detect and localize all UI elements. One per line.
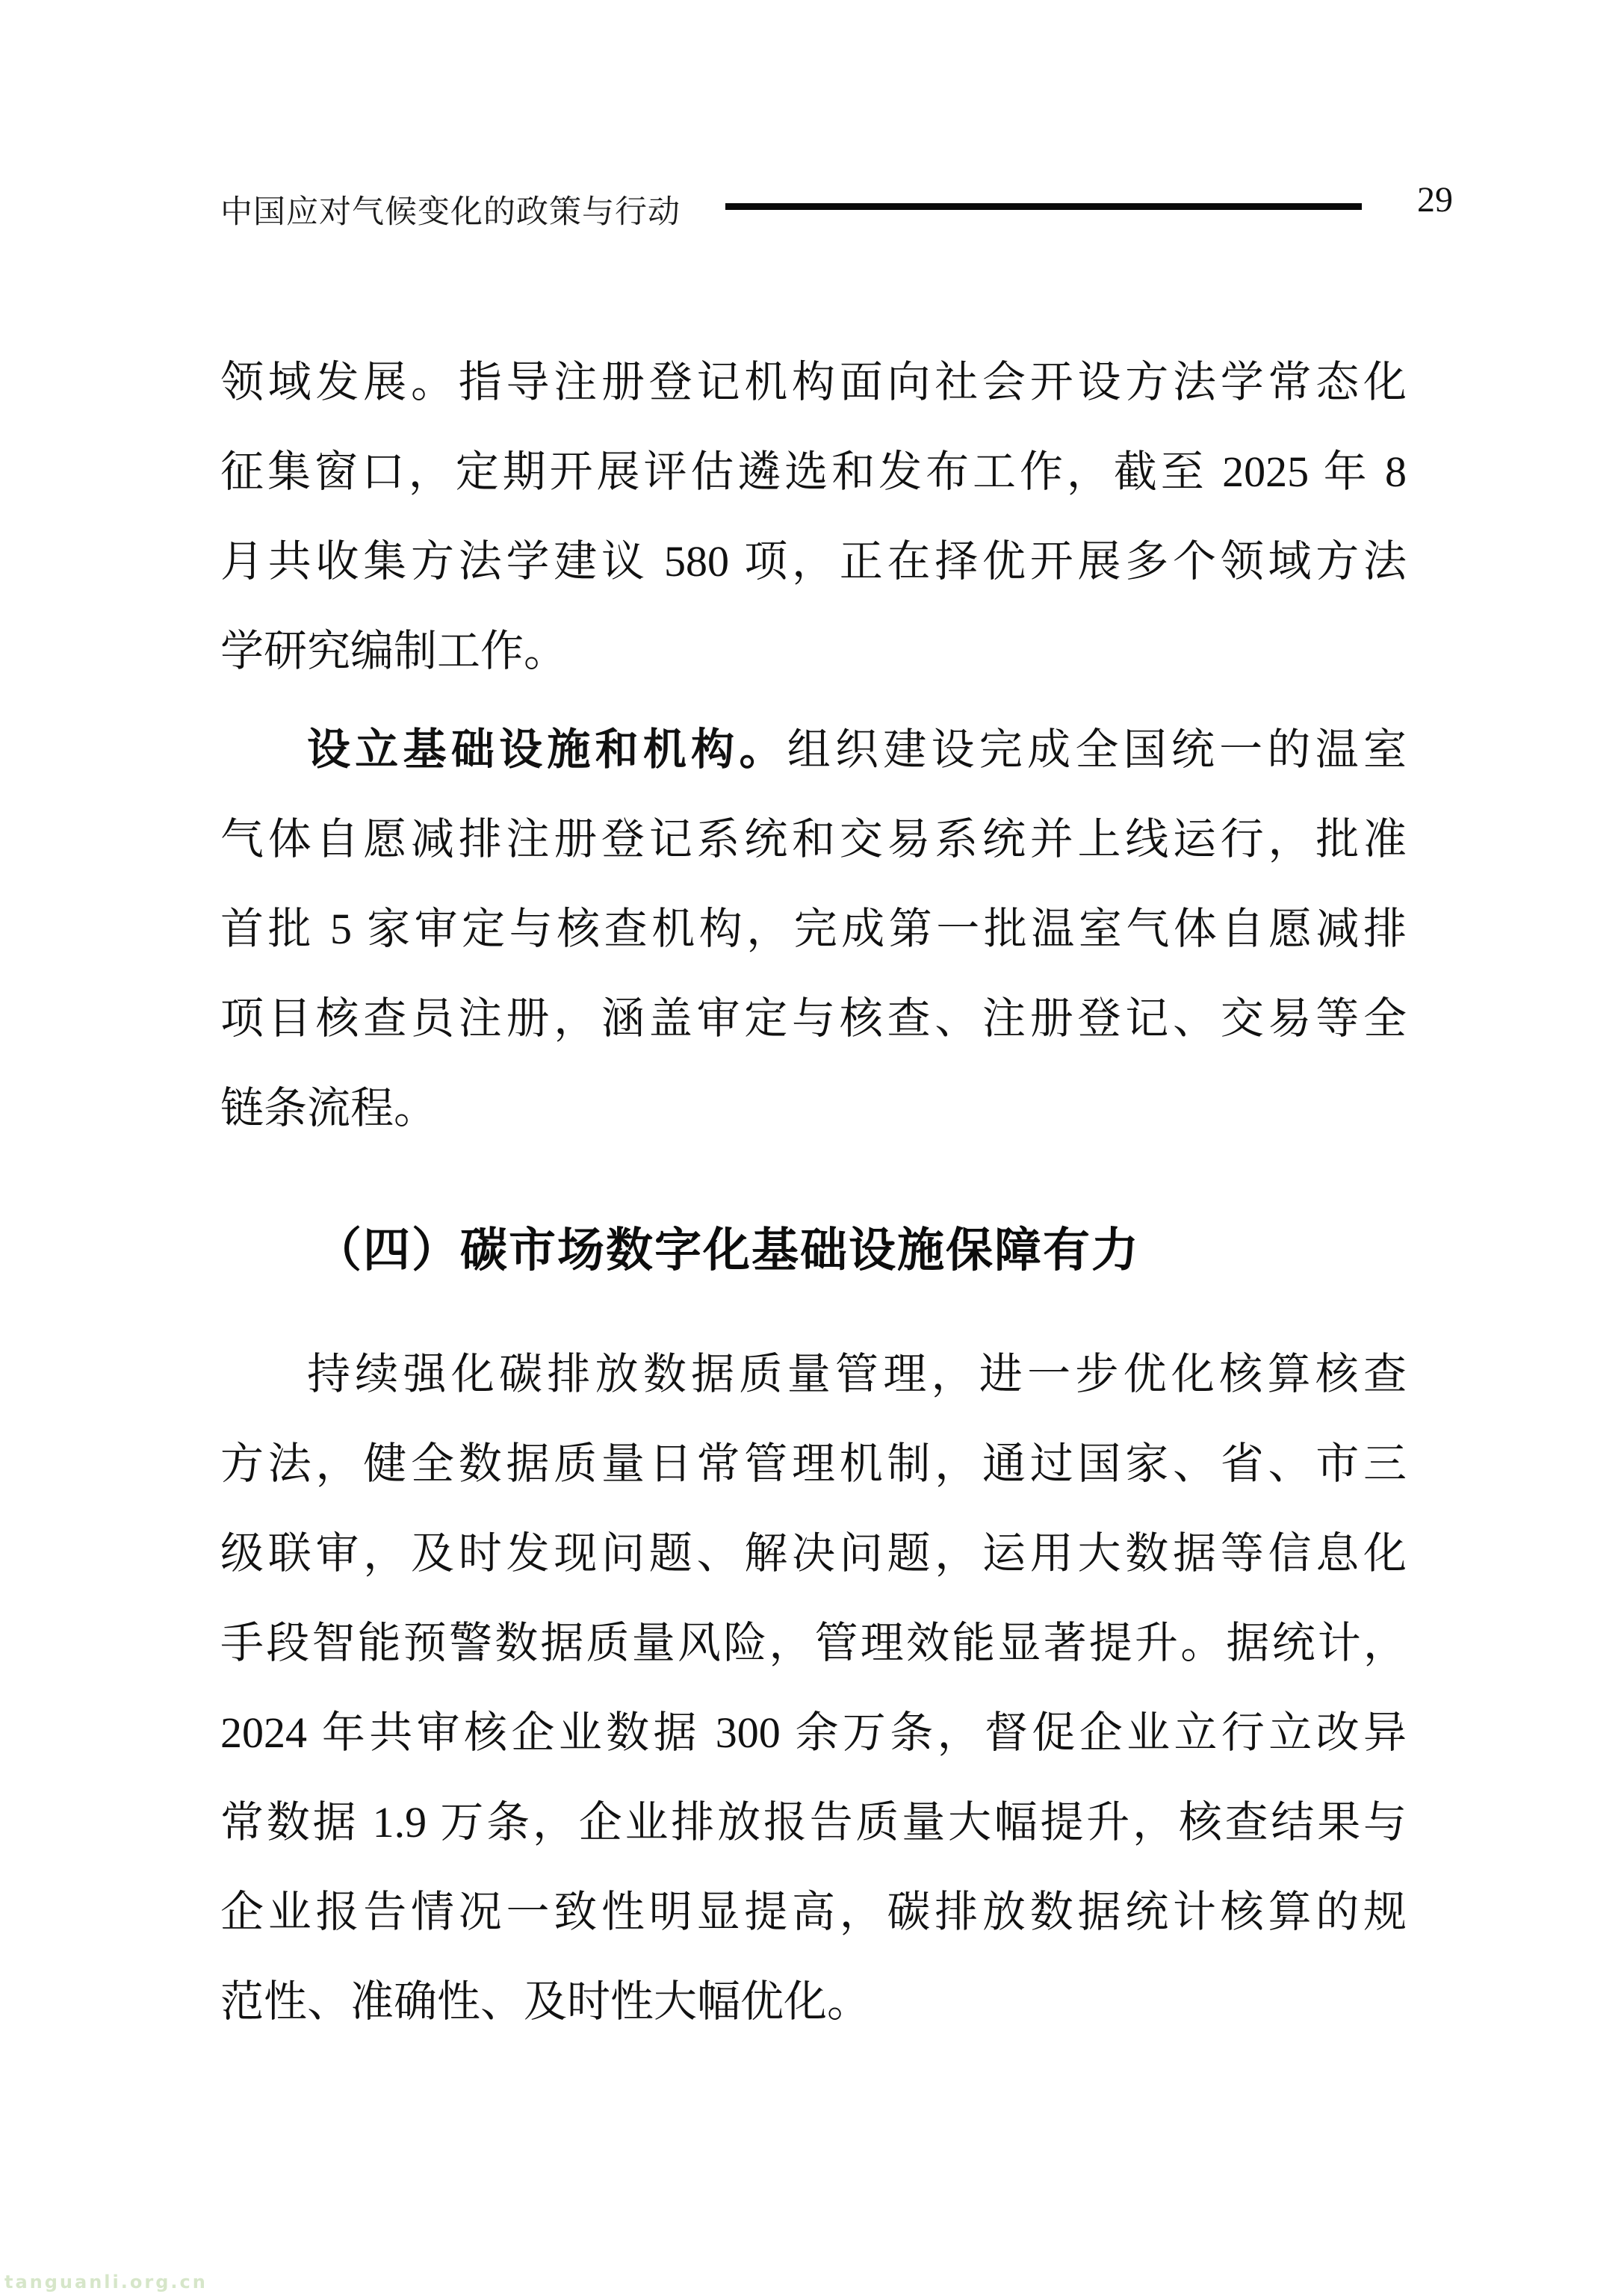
text-line: 月共收集方法学建议 580 项，正在择优开展多个领域方法 <box>220 537 1407 586</box>
paragraph-lead-bold: 设立基础设施和机构。 <box>307 725 787 774</box>
document-body <box>220 338 1407 2056</box>
text-line: 征集窗口，定期开展评估遴选和发布工作，截至 2025 年 8 <box>220 447 1407 496</box>
text-line: 级联审，及时发现问题、解决问题，运用大数据等信息化 <box>220 1529 1407 1578</box>
text-line: 方法，健全数据质量日常管理机制，通过国家、省、市三 <box>220 1439 1407 1488</box>
text-line: 链条流程。 <box>220 1084 438 1132</box>
text-line: 气体自愿减排注册登记系统和交易系统并上线运行，批准 <box>220 815 1407 864</box>
text-line: 首批 5 家审定与核查机构，完成第一批温室气体自愿减排 <box>220 905 1407 953</box>
paragraph-1 <box>220 338 1407 696</box>
text-line: 项目核查员注册，涵盖审定与核查、注册登记、交易等全 <box>220 994 1407 1043</box>
text-line: 领域发展。指导注册登记机构面向社会开设方法学常态化 <box>220 358 1407 406</box>
text-line: 企业报告情况一致性明显提高，碳排放数据统计核算的规 <box>220 1888 1407 1936</box>
text-line: 学研究编制工作。 <box>220 627 568 675</box>
text-line: 手段智能预警数据质量风险，管理效能显著提升。据统计， <box>220 1619 1407 1667</box>
header-rule <box>725 203 1362 210</box>
text-line: 2024 年共审核企业数据 300 余万条，督促企业立行立改异 <box>220 1708 1407 1757</box>
paragraph-3 <box>220 1330 1407 2047</box>
text-line: 范性、准确性、及时性大幅优化。 <box>220 1977 871 2026</box>
paragraph-2 <box>220 705 1407 1153</box>
text-line: 常数据 1.9 万条，企业排放报告质量大幅提升，核查结果与 <box>220 1798 1407 1847</box>
header-title: 中国应对气候变化的政策与行动 <box>220 194 681 230</box>
text-run: 组织建设完成全国统一的温室 <box>787 725 1407 774</box>
text-line <box>220 705 1407 795</box>
section-heading: （四）碳市场数字化基础设施保障有力 <box>314 1224 1140 1277</box>
watermark: tanguanli.org.cn <box>4 2272 208 2293</box>
page-header <box>0 0 1624 254</box>
page-number: 29 <box>1417 180 1453 220</box>
text-line: 持续强化碳排放数据质量管理，进一步优化核算核查 <box>307 1350 1407 1398</box>
